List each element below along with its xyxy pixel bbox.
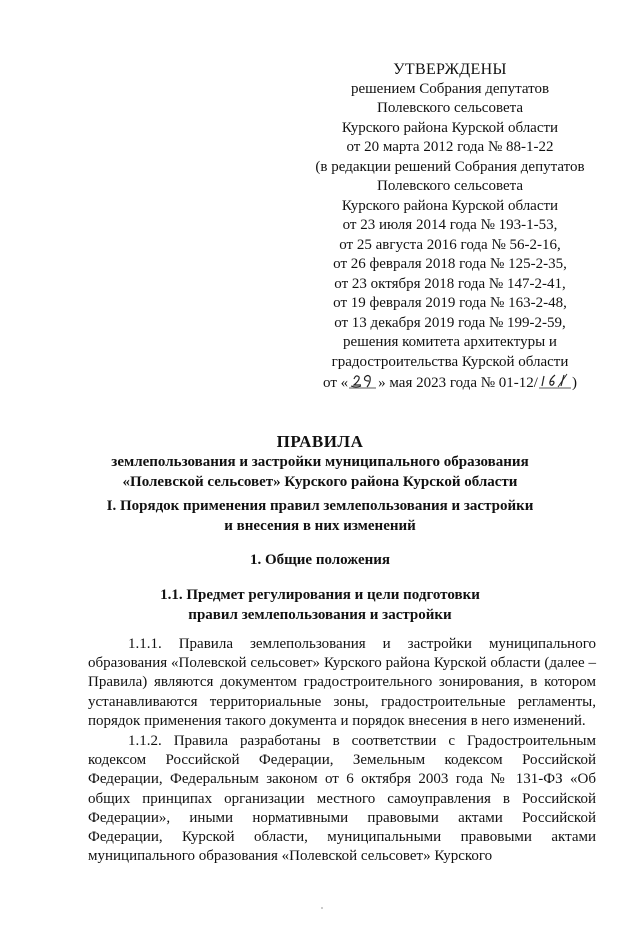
chapter-heading-line: и внесения в них изменений [224,518,416,534]
approval-line: решением Собрания депутатов [350,80,550,97]
approval-line: от 25 августа 2016 года № 56-2-16, [339,236,561,253]
approval-line: от 13 декабря 2019 года № 199-2-59, [334,314,566,331]
paragraph: 1.1.1. Правила землепользования и застройки муниципального образования «Полевской сельсовет» Курского района Курской области (далее – Правила) являются документом градостроительного зонирования, в котором устанавливаются территориальные зоны, градостроительные регламенты, порядок применения такого документа и порядок внесения в него изменений. [88,636,596,729]
approval-date-prefix: от « [323,375,349,391]
rules-title: ПРАВИЛА [276,432,364,451]
approval-line: Полевского сельсовета [376,100,523,116]
approval-line: от 23 октября 2018 года № 147-2-41, [334,275,566,292]
approval-date-line [300,372,600,397]
chapter-heading-line: I. Порядок применения правил землепользования и застройки [106,498,534,514]
approval-line: от 20 марта 2012 года № 88-1-22 [346,139,554,155]
handwritten-number-mark [538,372,572,397]
subsection-heading-line: 1.1. Предмет регулирования и цели подготовки [160,587,480,603]
approval-date-suffix: ) [571,375,577,391]
rules-subtitle-line: землепользования и застройки муниципального образования [111,454,529,470]
approval-line: Полевского сельсовета [376,178,523,194]
rules-subtitle-line: «Полевской сельсовет» Курского района Курской области [122,474,518,490]
section-heading: 1. Общие положения [249,552,391,568]
paragraph: 1.1.2. Правила разработаны в соответствии с Градостроительным кодексом Российской Федерации, Земельным кодексом Российской Федерации, Федеральным законом от 6 октября 2003 года № 131-ФЗ «Об общих принципах организации местного самоуправления в Российской Федерации», иными нормативными правовыми актами Российской Федерации, Курской области, муниципальными правовыми актами муниципального образования «Полевской сельсовет» Курского [88,733,596,865]
approval-line: от 26 февраля 2018 года № 125-2-35, [333,256,567,272]
rules-title-block [0,431,640,492]
approval-line: решения комитета архитектуры и [343,334,557,350]
approval-line: градостроительства Курской области [331,353,569,370]
subsection-heading [0,585,640,625]
chapter-heading [0,496,640,536]
approval-line: от 23 июля 2014 года № 193-1-53, [342,217,558,233]
body-text [88,635,596,866]
handwritten-day-mark [348,372,378,397]
approval-line: от 19 февраля 2019 года № 163-2-48, [333,295,567,311]
approval-date-middle: » мая 2023 года № 01-12/ [378,375,538,391]
approval-line: (в редакции решений Собрания депутатов [315,158,585,175]
approval-stamp-block [300,60,600,397]
approval-heading: УТВЕРЖДЕНЫ [393,61,507,78]
approval-line: Курского района Курской области [341,119,559,136]
approval-line: Курского района Курской области [341,197,559,214]
subsection-heading-line: правил землепользования и застройки [188,607,452,623]
scan-speck [321,907,323,909]
